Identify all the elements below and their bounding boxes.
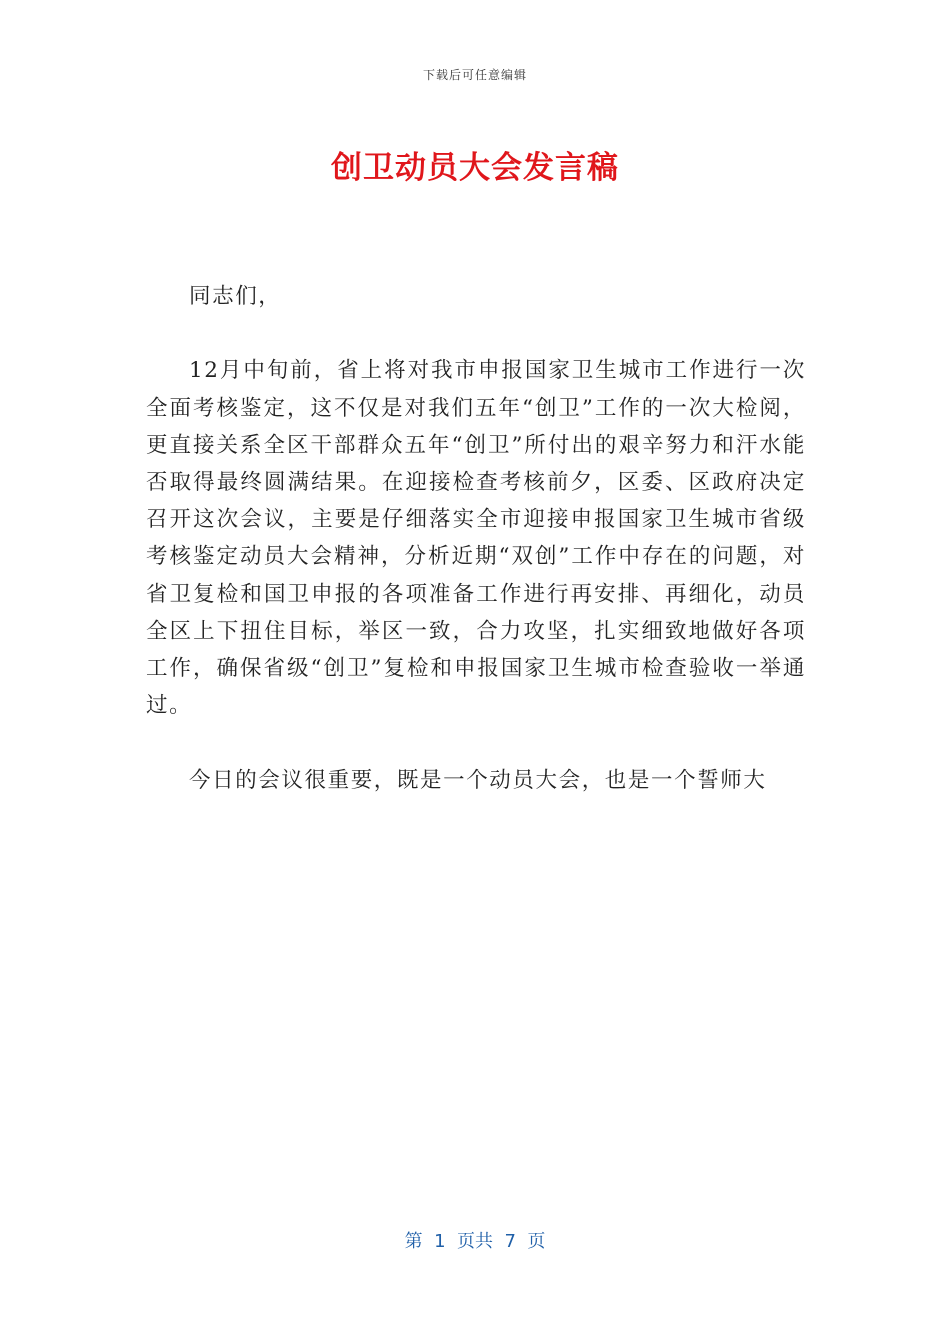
paragraph-1: 12月中旬前，省上将对我市申报国家卫生城市工作进行一次全面考核鉴定，这不仅是对我们五年“创卫”工作的一次大检阅，更直接关系全区干部群众五年“创卫”所付出的艰辛努力和汗水能否取得最终圆满结果。在迎接检查考核前夕，区委、区政府决定召开这次会议，主要是仔细落实全市迎接申报国家卫生城市省级考核鉴定动员大会精神，分析近期“双创”工作中存在的问题，对省卫复检和国卫申报的各项准备工作进行再安排、再细化，动员全区上下扭住目标，举区一致，合力攻坚，扎实细致地做好各项工作，确保省级“创卫”复检和申报国家卫生城市检查验收一举通过。 [146, 358, 806, 719]
header-note: 下载后可任意编辑 [422, 68, 527, 82]
document-body [146, 278, 806, 836]
paragraph-salutation: 同志们， [189, 284, 282, 309]
paragraph-2: 今日的会议很重要，既是一个动员大会，也是一个誓师大 [189, 767, 767, 793]
page-number: 第 1 页共 7 页 [404, 1231, 546, 1252]
document-title: 创卫动员大会发言稿 [331, 150, 619, 186]
